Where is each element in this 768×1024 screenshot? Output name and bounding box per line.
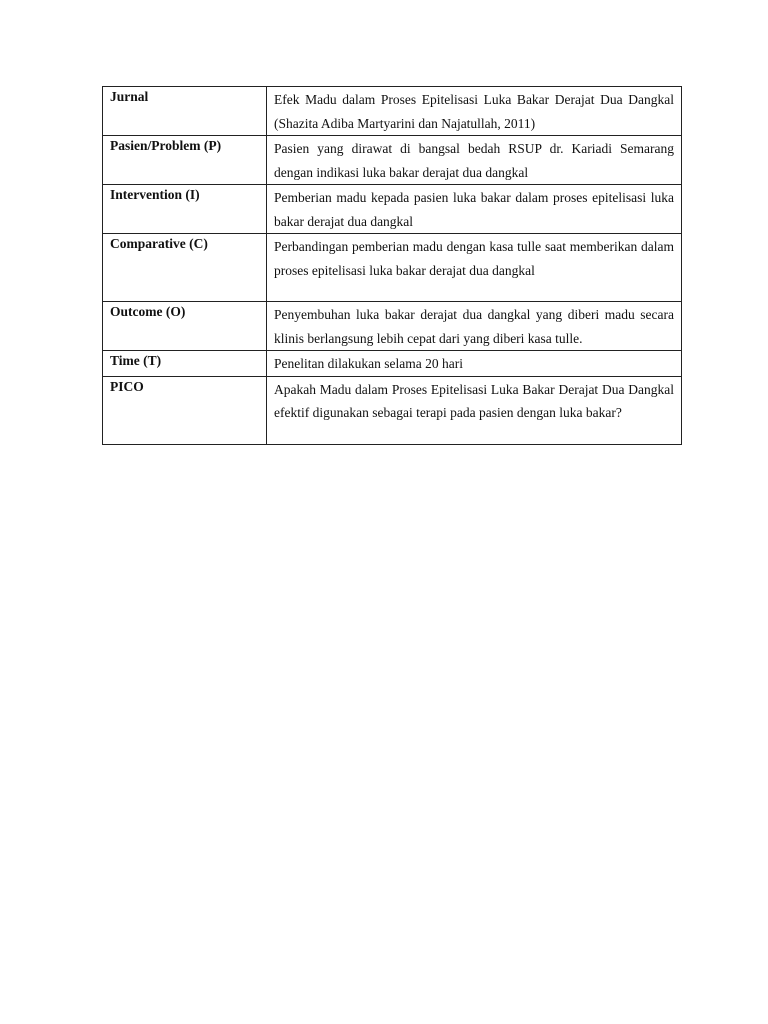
row-label: Jurnal xyxy=(103,87,267,136)
row-label: Comparative (C) xyxy=(103,234,267,302)
table-row-outcome xyxy=(103,302,682,351)
row-value: Pasien yang dirawat di bangsal bedah RSUP dr. Kariadi Semarang dengan indikasi luka bakar derajat dua dangkal xyxy=(267,136,682,185)
row-value: Penyembuhan luka bakar derajat dua dangkal yang diberi madu secara klinis berlangsung lebih cepat dari yang diberi kasa tulle. xyxy=(267,302,682,351)
table-row-jurnal xyxy=(103,87,682,136)
row-value: Perbandingan pemberian madu dengan kasa tulle saat memberikan dalam proses epitelisasi luka bakar derajat dua dangkal xyxy=(267,234,682,302)
row-label: Outcome (O) xyxy=(103,302,267,351)
row-label: Time (T) xyxy=(103,351,267,377)
row-value: Efek Madu dalam Proses Epitelisasi Luka Bakar Derajat Dua Dangkal (Shazita Adiba Martyarini dan Najatullah, 2011) xyxy=(267,87,682,136)
row-value: Apakah Madu dalam Proses Epitelisasi Luka Bakar Derajat Dua Dangkal efektif digunakan sebagai terapi pada pasien dengan luka bakar? xyxy=(267,376,682,444)
row-value: Pemberian madu kepada pasien luka bakar dalam proses epitelisasi luka bakar derajat dua dangkal xyxy=(267,185,682,234)
row-label: Intervention (I) xyxy=(103,185,267,234)
row-label: Pasien/Problem (P) xyxy=(103,136,267,185)
pico-table xyxy=(102,86,682,445)
table-row-pico xyxy=(103,376,682,444)
row-value: Penelitan dilakukan selama 20 hari xyxy=(267,351,682,377)
table-row-patient-problem xyxy=(103,136,682,185)
row-label: PICO xyxy=(103,376,267,444)
table-row-comparative xyxy=(103,234,682,302)
table-row-time xyxy=(103,351,682,377)
table-row-intervention xyxy=(103,185,682,234)
